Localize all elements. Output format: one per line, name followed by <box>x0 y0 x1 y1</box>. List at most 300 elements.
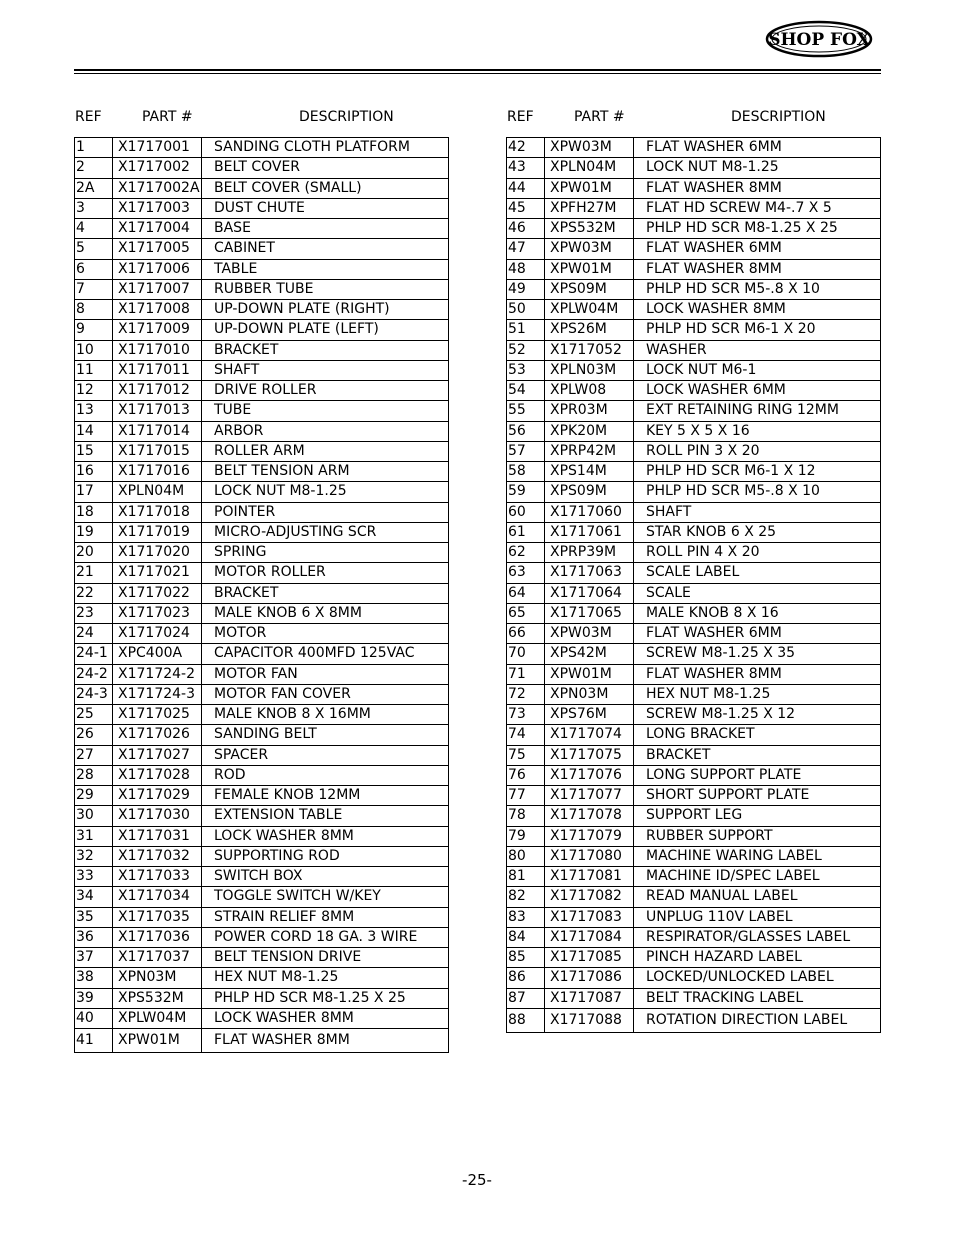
description-cell: PHLP HD SCR M8-1.25 X 25 <box>634 219 881 239</box>
table-row <box>75 543 449 563</box>
description-cell: TUBE <box>202 401 449 421</box>
ref-cell: 37 <box>75 948 113 968</box>
ref-cell: 61 <box>507 522 545 542</box>
part-number-cell: XPLW08 <box>545 381 634 401</box>
part-number-cell: X1717007 <box>113 279 202 299</box>
table-row <box>507 927 881 947</box>
ref-cell: 4 <box>75 219 113 239</box>
part-number-cell: X1717002A <box>113 178 202 198</box>
description-cell: RUBBER TUBE <box>202 279 449 299</box>
part-number-cell: XPW01M <box>113 1029 202 1053</box>
table-row <box>507 259 881 279</box>
part-number-cell: X171724-3 <box>113 684 202 704</box>
description-cell: KEY 5 X 5 X 16 <box>634 421 881 441</box>
description-cell: LOCK WASHER 8MM <box>202 1008 449 1028</box>
part-number-cell: X1717021 <box>113 563 202 583</box>
part-number-cell: X1717014 <box>113 421 202 441</box>
description-cell: SCREW M8-1.25 X 12 <box>634 705 881 725</box>
description-cell: SCALE <box>634 583 881 603</box>
table-row <box>507 988 881 1008</box>
description-cell: LOCK NUT M8-1.25 <box>202 482 449 502</box>
ref-cell: 32 <box>75 846 113 866</box>
part-number-cell: X1717002 <box>113 158 202 178</box>
part-number-cell: X1717080 <box>545 846 634 866</box>
part-number-cell: XPS532M <box>545 219 634 239</box>
table-row <box>507 340 881 360</box>
table-row <box>507 846 881 866</box>
ref-cell: 82 <box>507 887 545 907</box>
description-cell: MOTOR <box>202 624 449 644</box>
description-cell: POWER CORD 18 GA. 3 WIRE <box>202 927 449 947</box>
description-cell: MICRO-ADJUSTING SCR <box>202 522 449 542</box>
description-cell: MOTOR FAN <box>202 664 449 684</box>
description-cell: SANDING CLOTH PLATFORM <box>202 138 449 158</box>
part-number-cell: XPW03M <box>545 624 634 644</box>
description-cell: STRAIN RELIEF 8MM <box>202 907 449 927</box>
ref-cell: 48 <box>507 259 545 279</box>
table-row <box>507 705 881 725</box>
table-row <box>75 239 449 259</box>
table-row <box>75 138 449 158</box>
ref-cell: 35 <box>75 907 113 927</box>
header-part-number: PART # <box>574 109 625 125</box>
part-number-cell: X1717061 <box>545 522 634 542</box>
ref-cell: 28 <box>75 765 113 785</box>
part-number-cell: X171724-2 <box>113 664 202 684</box>
description-cell: MACHINE WARING LABEL <box>634 846 881 866</box>
description-cell: SANDING BELT <box>202 725 449 745</box>
part-number-cell: X1717032 <box>113 846 202 866</box>
table-row <box>507 462 881 482</box>
table-row <box>75 826 449 846</box>
table-row <box>75 259 449 279</box>
part-number-cell: X1717082 <box>545 887 634 907</box>
ref-cell: 70 <box>507 644 545 664</box>
description-cell: BELT COVER (SMALL) <box>202 178 449 198</box>
part-number-cell: XPW01M <box>545 664 634 684</box>
part-number-cell: X1717064 <box>545 583 634 603</box>
part-number-cell: X1717087 <box>545 988 634 1008</box>
part-number-cell: XPFH27M <box>545 198 634 218</box>
description-cell: LOCKED/UNLOCKED LABEL <box>634 968 881 988</box>
part-number-cell: XPLW04M <box>113 1008 202 1028</box>
description-cell: SUPPORT LEG <box>634 806 881 826</box>
table-row <box>507 907 881 927</box>
part-number-cell: XPW03M <box>545 239 634 259</box>
part-number-cell: X1717013 <box>113 401 202 421</box>
ref-cell: 41 <box>75 1029 113 1053</box>
ref-cell: 8 <box>75 300 113 320</box>
description-cell: LOCK NUT M8-1.25 <box>634 158 881 178</box>
table-row <box>75 684 449 704</box>
part-number-cell: X1717035 <box>113 907 202 927</box>
part-number-cell: X1717010 <box>113 340 202 360</box>
table-row <box>75 968 449 988</box>
ref-cell: 19 <box>75 522 113 542</box>
part-number-cell: X1717008 <box>113 300 202 320</box>
description-cell: POINTER <box>202 502 449 522</box>
table-row <box>75 381 449 401</box>
ref-cell: 10 <box>75 340 113 360</box>
ref-cell: 76 <box>507 765 545 785</box>
ref-cell: 23 <box>75 603 113 623</box>
ref-cell: 25 <box>75 705 113 725</box>
part-number-cell: X1717027 <box>113 745 202 765</box>
table-row <box>507 644 881 664</box>
ref-cell: 2 <box>75 158 113 178</box>
part-number-cell: X1717086 <box>545 968 634 988</box>
description-cell: FLAT HD SCREW M4-.7 X 5 <box>634 198 881 218</box>
description-cell: RUBBER SUPPORT <box>634 826 881 846</box>
table-row <box>75 664 449 684</box>
ref-cell: 71 <box>507 664 545 684</box>
table-row <box>75 948 449 968</box>
part-number-cell: XPS14M <box>545 462 634 482</box>
description-cell: UNPLUG 110V LABEL <box>634 907 881 927</box>
ref-cell: 73 <box>507 705 545 725</box>
part-number-cell: XPS09M <box>545 279 634 299</box>
description-cell: DUST CHUTE <box>202 198 449 218</box>
table-row <box>75 522 449 542</box>
table-row <box>507 664 881 684</box>
table-row <box>75 462 449 482</box>
description-cell: FEMALE KNOB 12MM <box>202 786 449 806</box>
table-row <box>507 279 881 299</box>
part-number-cell: X1717012 <box>113 381 202 401</box>
table-row <box>75 1008 449 1028</box>
table-row <box>507 948 881 968</box>
table-row <box>507 968 881 988</box>
description-cell: MALE KNOB 8 X 16MM <box>202 705 449 725</box>
part-number-cell: X1717016 <box>113 462 202 482</box>
description-cell: BELT TRACKING LABEL <box>634 988 881 1008</box>
header-description: DESCRIPTION <box>299 109 394 125</box>
ref-cell: 46 <box>507 219 545 239</box>
table-row <box>507 583 881 603</box>
description-cell: BASE <box>202 219 449 239</box>
part-number-cell: X1717084 <box>545 927 634 947</box>
part-number-cell: X1717018 <box>113 502 202 522</box>
ref-cell: 13 <box>75 401 113 421</box>
part-number-cell: X1717065 <box>545 603 634 623</box>
description-cell: WASHER <box>634 340 881 360</box>
description-cell: PHLP HD SCR M6-1 X 12 <box>634 462 881 482</box>
description-cell: HEX NUT M8-1.25 <box>634 684 881 704</box>
description-cell: PINCH HAZARD LABEL <box>634 948 881 968</box>
description-cell: TOGGLE SWITCH W/KEY <box>202 887 449 907</box>
description-cell: BRACKET <box>634 745 881 765</box>
part-number-cell: X1717031 <box>113 826 202 846</box>
ref-cell: 81 <box>507 867 545 887</box>
table-row <box>75 563 449 583</box>
ref-cell: 80 <box>507 846 545 866</box>
table-row <box>507 138 881 158</box>
description-cell: PHLP HD SCR M6-1 X 20 <box>634 320 881 340</box>
part-number-cell: X1717079 <box>545 826 634 846</box>
part-number-cell: XPR03M <box>545 401 634 421</box>
ref-cell: 22 <box>75 583 113 603</box>
table-row <box>507 441 881 461</box>
description-cell: LONG SUPPORT PLATE <box>634 765 881 785</box>
table-row <box>507 1008 881 1032</box>
part-number-cell: X1717009 <box>113 320 202 340</box>
ref-cell: 6 <box>75 259 113 279</box>
ref-cell: 55 <box>507 401 545 421</box>
part-number-cell: X1717001 <box>113 138 202 158</box>
header-ref: REF <box>507 109 534 125</box>
part-number-cell: XPLW04M <box>545 300 634 320</box>
parts-table-left <box>74 137 449 1053</box>
ref-cell: 47 <box>507 239 545 259</box>
part-number-cell: X1717023 <box>113 603 202 623</box>
part-number-cell: X1717015 <box>113 441 202 461</box>
description-cell: DRIVE ROLLER <box>202 381 449 401</box>
table-row <box>75 927 449 947</box>
part-number-cell: X1717088 <box>545 1008 634 1032</box>
ref-cell: 51 <box>507 320 545 340</box>
ref-cell: 63 <box>507 563 545 583</box>
ref-cell: 1 <box>75 138 113 158</box>
table-row <box>507 239 881 259</box>
ref-cell: 84 <box>507 927 545 947</box>
ref-cell: 38 <box>75 968 113 988</box>
part-number-cell: X1717006 <box>113 259 202 279</box>
table-row <box>507 543 881 563</box>
part-number-cell: XPLN04M <box>113 482 202 502</box>
ref-cell: 58 <box>507 462 545 482</box>
table-row <box>507 421 881 441</box>
description-cell: BELT COVER <box>202 158 449 178</box>
ref-cell: 50 <box>507 300 545 320</box>
ref-cell: 31 <box>75 826 113 846</box>
description-cell: FLAT WASHER 8MM <box>634 178 881 198</box>
description-cell: SPACER <box>202 745 449 765</box>
description-cell: CAPACITOR 400MFD 125VAC <box>202 644 449 664</box>
table-row <box>75 583 449 603</box>
description-cell: SUPPORTING ROD <box>202 846 449 866</box>
description-cell: UP-DOWN PLATE (RIGHT) <box>202 300 449 320</box>
ref-cell: 49 <box>507 279 545 299</box>
ref-cell: 64 <box>507 583 545 603</box>
table-row <box>507 624 881 644</box>
description-cell: UP-DOWN PLATE (LEFT) <box>202 320 449 340</box>
table-row <box>507 745 881 765</box>
table-row <box>507 603 881 623</box>
table-row <box>507 684 881 704</box>
table-row <box>75 421 449 441</box>
part-number-cell: X1717019 <box>113 522 202 542</box>
ref-cell: 72 <box>507 684 545 704</box>
table-row <box>75 806 449 826</box>
ref-cell: 57 <box>507 441 545 461</box>
ref-cell: 26 <box>75 725 113 745</box>
ref-cell: 74 <box>507 725 545 745</box>
description-cell: MALE KNOB 6 X 8MM <box>202 603 449 623</box>
description-cell: FLAT WASHER 6MM <box>634 624 881 644</box>
header-rule-thick <box>74 69 881 71</box>
part-number-cell: X1717026 <box>113 725 202 745</box>
table-row <box>507 806 881 826</box>
description-cell: MALE KNOB 8 X 16 <box>634 603 881 623</box>
table-row <box>75 644 449 664</box>
ref-cell: 27 <box>75 745 113 765</box>
ref-cell: 24 <box>75 624 113 644</box>
ref-cell: 77 <box>507 786 545 806</box>
ref-cell: 36 <box>75 927 113 947</box>
part-number-cell: X1717063 <box>545 563 634 583</box>
ref-cell: 62 <box>507 543 545 563</box>
description-cell: SHAFT <box>634 502 881 522</box>
table-row <box>507 482 881 502</box>
table-row <box>507 887 881 907</box>
table-row <box>507 219 881 239</box>
part-number-cell: XPLN03M <box>545 360 634 380</box>
table-row <box>507 381 881 401</box>
part-number-cell: XPS42M <box>545 644 634 664</box>
part-number-cell: XPW01M <box>545 178 634 198</box>
part-number-cell: X1717076 <box>545 765 634 785</box>
description-cell: LOCK WASHER 6MM <box>634 381 881 401</box>
part-number-cell: X1717004 <box>113 219 202 239</box>
description-cell: BRACKET <box>202 583 449 603</box>
ref-cell: 15 <box>75 441 113 461</box>
part-number-cell: X1717033 <box>113 867 202 887</box>
description-cell: EXTENSION TABLE <box>202 806 449 826</box>
ref-cell: 17 <box>75 482 113 502</box>
ref-cell: 30 <box>75 806 113 826</box>
ref-cell: 29 <box>75 786 113 806</box>
part-number-cell: XPRP39M <box>545 543 634 563</box>
part-number-cell: X1717030 <box>113 806 202 826</box>
table-row <box>507 826 881 846</box>
description-cell: LOCK NUT M6-1 <box>634 360 881 380</box>
table-row <box>75 178 449 198</box>
description-cell: FLAT WASHER 8MM <box>634 259 881 279</box>
description-cell: FLAT WASHER 8MM <box>214 1032 350 1048</box>
ref-cell: 60 <box>507 502 545 522</box>
description-cell: BELT TENSION DRIVE <box>202 948 449 968</box>
ref-cell: 14 <box>75 421 113 441</box>
ref-cell: 83 <box>507 907 545 927</box>
ref-cell: 88 <box>507 1008 545 1032</box>
part-number-cell: X1717083 <box>545 907 634 927</box>
page-number: -25- <box>462 1171 492 1189</box>
table-row <box>75 401 449 421</box>
description-cell: ARBOR <box>202 421 449 441</box>
part-number-cell: X1717034 <box>113 887 202 907</box>
part-number-cell: X1717060 <box>545 502 634 522</box>
table-row <box>507 786 881 806</box>
part-number-cell: XPS76M <box>545 705 634 725</box>
table-row <box>75 158 449 178</box>
description-cell: SCREW M8-1.25 X 35 <box>634 644 881 664</box>
description-cell: BELT TENSION ARM <box>202 462 449 482</box>
table-row <box>75 725 449 745</box>
table-row <box>75 786 449 806</box>
description-cell: ROLL PIN 4 X 20 <box>634 543 881 563</box>
ref-cell: 24-1 <box>75 644 113 664</box>
part-number-cell: XPN03M <box>545 684 634 704</box>
ref-cell: 11 <box>75 360 113 380</box>
description-cell: SPRING <box>202 543 449 563</box>
ref-cell: 65 <box>507 603 545 623</box>
description-cell: EXT RETAINING RING 12MM <box>634 401 881 421</box>
part-number-cell: X1717028 <box>113 765 202 785</box>
part-number-cell: XPS532M <box>113 988 202 1008</box>
ref-cell: 53 <box>507 360 545 380</box>
table-row <box>75 988 449 1008</box>
part-number-cell: X1717005 <box>113 239 202 259</box>
part-number-cell: X1717075 <box>545 745 634 765</box>
ref-cell: 7 <box>75 279 113 299</box>
ref-cell: 87 <box>507 988 545 1008</box>
table-row <box>507 725 881 745</box>
description-cell: CABINET <box>202 239 449 259</box>
table-row <box>507 765 881 785</box>
description-cell: MOTOR FAN COVER <box>202 684 449 704</box>
description-cell: FLAT WASHER 8MM <box>634 664 881 684</box>
ref-cell: 56 <box>507 421 545 441</box>
table-row <box>75 279 449 299</box>
description-cell: STAR KNOB 6 X 25 <box>634 522 881 542</box>
table-row <box>75 1029 449 1053</box>
ref-cell: 78 <box>507 806 545 826</box>
ref-cell: 43 <box>507 158 545 178</box>
table-row <box>507 300 881 320</box>
description-cell: LONG BRACKET <box>634 725 881 745</box>
ref-cell: 12 <box>75 381 113 401</box>
description-cell: PHLP HD SCR M5-.8 X 10 <box>634 279 881 299</box>
ref-cell: 33 <box>75 867 113 887</box>
description-cell: SHAFT <box>202 360 449 380</box>
part-number-cell: X1717022 <box>113 583 202 603</box>
part-number-cell: X1717025 <box>113 705 202 725</box>
table-row <box>507 401 881 421</box>
part-number-cell: X1717085 <box>545 948 634 968</box>
description-cell: PHLP HD SCR M8-1.25 X 25 <box>202 988 449 1008</box>
table-row <box>75 219 449 239</box>
table-row <box>75 603 449 623</box>
part-number-cell: X1717081 <box>545 867 634 887</box>
ref-cell: 18 <box>75 502 113 522</box>
ref-cell: 45 <box>507 198 545 218</box>
ref-cell: 3 <box>75 198 113 218</box>
description-cell: MOTOR ROLLER <box>202 563 449 583</box>
part-number-cell: XPK20M <box>545 421 634 441</box>
table-row <box>75 340 449 360</box>
shop-fox-logo <box>765 19 873 59</box>
ref-cell: 44 <box>507 178 545 198</box>
part-number-cell: X1717037 <box>113 948 202 968</box>
ref-cell: 39 <box>75 988 113 1008</box>
description-cell: FLAT WASHER 6MM <box>634 239 881 259</box>
table-row <box>507 522 881 542</box>
ref-cell: 24-3 <box>75 684 113 704</box>
part-number-cell: X1717078 <box>545 806 634 826</box>
table-row <box>75 441 449 461</box>
description-cell: HEX NUT M8-1.25 <box>202 968 449 988</box>
description-cell: LOCK WASHER 8MM <box>634 300 881 320</box>
table-row <box>507 502 881 522</box>
table-row <box>75 867 449 887</box>
part-number-cell: X1717029 <box>113 786 202 806</box>
description-cell: SHORT SUPPORT PLATE <box>634 786 881 806</box>
ref-cell: 66 <box>507 624 545 644</box>
part-number-cell: X1717011 <box>113 360 202 380</box>
ref-cell: 75 <box>507 745 545 765</box>
parts-list-right <box>506 109 881 1033</box>
ref-cell: 54 <box>507 381 545 401</box>
